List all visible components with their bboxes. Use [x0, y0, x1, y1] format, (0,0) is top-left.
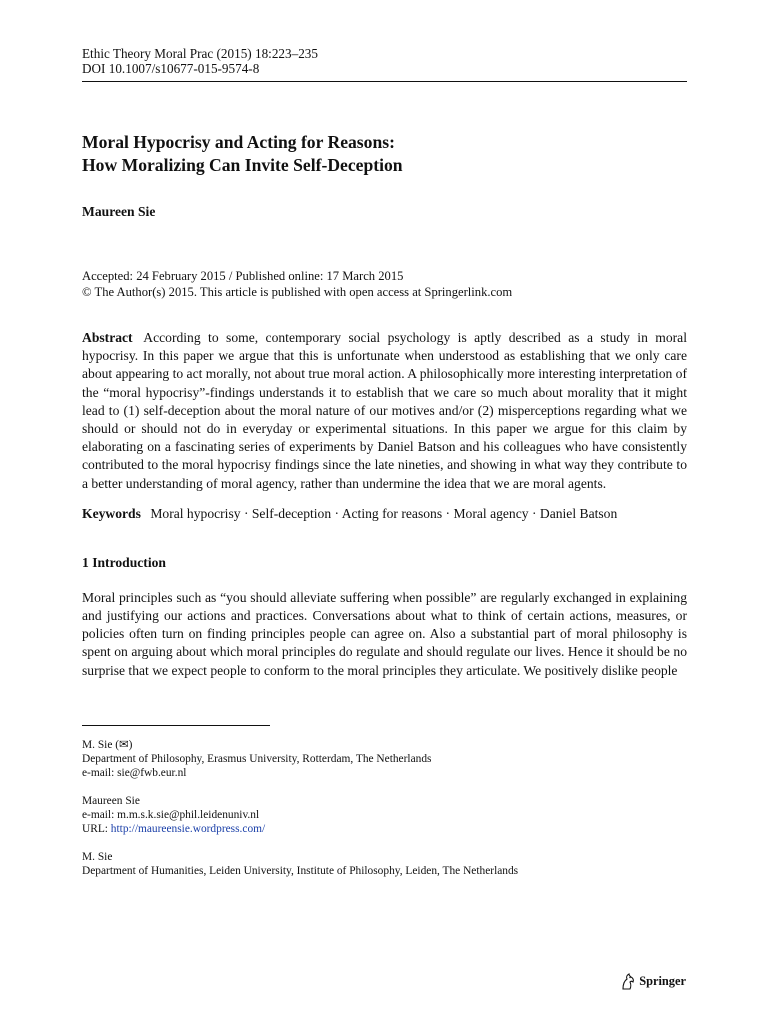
title-line-2: How Moralizing Can Invite Self-Deception: [82, 155, 403, 175]
publication-dates: Accepted: 24 February 2015 / Published online: 17 March 2015: [82, 269, 404, 283]
affiliation-block-1: [82, 738, 687, 780]
author-name: Maureen Sie: [82, 204, 156, 219]
copyright-text: The Author(s) 2015. This article is published with open access at Springerlink.com: [94, 285, 513, 299]
affiliation-1-email: e-mail: sie@fwb.eur.nl: [82, 766, 187, 779]
journal-citation: Ethic Theory Moral Prac (2015) 18:223–235: [82, 46, 318, 61]
section-heading-introduction: 1 Introduction: [82, 554, 166, 570]
article-title: [82, 131, 687, 177]
affiliation-2-url-line: [82, 822, 687, 836]
introduction-paragraph: Moral principles such as “you should alleviate suffering when possible” are regularly exchanged in explaining and justifying our actions and practices. Conversations about what to think of certain actions, measures, or policies often turn on finding principles people can agree on. Also a substantial part of moral philosophy is spent on arguing about which moral principles do regulate and should regulate our lives. Hence it should be no surprise that we expect people to conform to the moral principles they articulate. We positively dislike people: [82, 589, 687, 678]
abstract-label: Abstract: [82, 330, 133, 345]
affiliation-block-3: [82, 850, 687, 878]
author-affiliations: [82, 738, 687, 878]
envelope-icon: ✉: [119, 738, 129, 751]
abstract: [82, 329, 687, 493]
keywords: [82, 505, 687, 523]
affiliation-2-url-link[interactable]: http://maureensie.wordpress.com/: [110, 822, 266, 835]
springer-horse-icon: [620, 973, 635, 990]
affiliation-2-url-label: URL:: [82, 822, 111, 835]
keywords-text: Moral hypocrisy · Self-deception · Acting for reasons · Moral agency · Daniel Batson: [150, 505, 618, 521]
copyright-line: [82, 284, 687, 300]
abstract-text: According to some, contemporary social psychology is aptly described as a study in moral hypocrisy. In this paper we argue that this is unfortunate when understood as establishing that we only care about appearing to act morally, not about true moral action. A philosophically more interesting interpretation of the “moral hypocrisy”-findings understands it to establish that we care so much about morality that it might lead to (1) self-deception about the moral nature of our motives and/or (2) misperceptions regarding what we should or should not do in everyday or experimental situations. In this paper we argue for this claim by elaborating on a fascinating series of experiments by Daniel Batson and his colleagues who have consistently contributed to the moral hypocrisy findings since the late nineties, and showing in what way they contribute to a better understanding of moral agency, rather than undermine the idea that we are moral agents.: [82, 330, 688, 491]
publisher-logo: [620, 973, 686, 990]
affiliation-1-name: M. Sie (: [82, 738, 120, 751]
article-dates-block: [82, 268, 687, 300]
affiliation-3-department: Department of Humanities, Leiden University, Institute of Philosophy, Leiden, The Netherlands: [82, 864, 519, 877]
copyright-icon: ©: [82, 285, 92, 299]
affiliation-2-name: Maureen Sie: [82, 794, 140, 807]
header-rule: [82, 81, 687, 82]
affiliation-3-name: M. Sie: [82, 850, 113, 863]
footnote-rule: [82, 725, 270, 726]
title-line-1: Moral Hypocrisy and Acting for Reasons:: [82, 132, 395, 152]
article-page: [82, 46, 687, 878]
publisher-name: Springer: [639, 974, 686, 988]
affiliation-1-department: Department of Philosophy, Erasmus University, Rotterdam, The Netherlands: [82, 752, 432, 765]
affiliation-1-name-close: ): [128, 738, 133, 751]
doi: DOI 10.1007/s10677-015-9574-8: [82, 61, 260, 76]
keywords-label: Keywords: [82, 505, 141, 521]
affiliation-block-2: [82, 794, 687, 836]
affiliation-2-email: e-mail: m.m.s.k.sie@phil.leidenuniv.nl: [82, 808, 260, 821]
affiliation-1-name-line: [82, 738, 687, 752]
